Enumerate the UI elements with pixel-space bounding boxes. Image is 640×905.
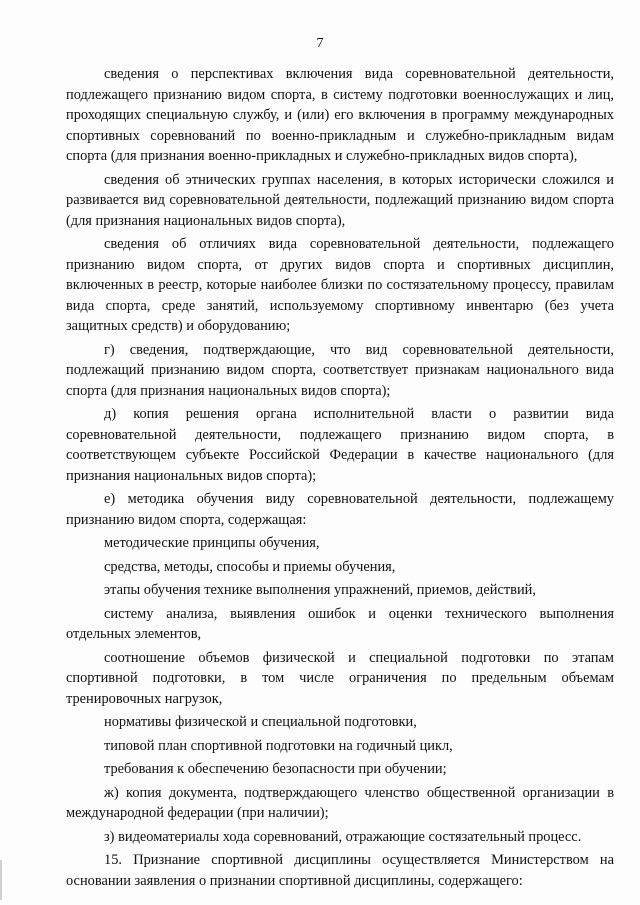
paragraph: сведения об отличиях вида соревновательной деятельности, подлежащего признанию видом спорта, от других видов спорта и спортивных дисциплин, включенных в реестр, которые наиболее близки по состязательному процессу, правилам вида спорта, среде занятий, используемому спортивному инвентарю (без учета защитных средств) и оборудованию; [66, 236, 614, 334]
list-item: требования к обеспечению безопасности при обучении; [104, 761, 447, 777]
paragraph: сведения о перспективах включения вида соревновательной деятельности, подлежащего признанию видом спорта, в систему подготовки военнослужащих и лиц, проходящих специальную службу, и (или) его включения в программу международных спортивных соревнований по военно-прикладным и служебно-прикладным видам спорта (для признания военно-прикладных и служебно-прикладных видов спорта), [66, 66, 614, 164]
list-item: методические принципы обучения, [104, 535, 320, 551]
list-item: соотношение объемов физической и специальной подготовки по этапам спортивной подготовки, в том числе ограничения по предельным объемам тренировочных нагрузок, [66, 649, 614, 707]
list-item: нормативы физической и специальной подготовки, [104, 714, 417, 730]
list-item: средства, методы, способы и приемы обучения, [104, 558, 396, 575]
list-item: этапы обучения технике выполнения упражнений, приемов, действий, [104, 582, 536, 598]
paragraph: ж) копия документа, подтверждающего членство общественной организации в международной федерации (при наличии); [66, 784, 614, 821]
paragraph: 15. Признание спортивной дисциплины осуществляется Министерством на основании заявления о признании спортивной дисциплины, содержащего: [66, 852, 614, 889]
paragraph: д) копия решения органа исполнительной власти о развитии вида соревновательной деятельности, подлежащего признанию видом спорта, в соответствующем субъекте Российской Федерации в качестве национального (для признания национальных видов спорта); [66, 406, 614, 484]
paragraph: г) сведения, подтверждающие, что вид соревновательной деятельности, подлежащий признанию видом спорта, соответствует признакам национального вида спорта (для признания национальных видов спорта); [66, 341, 614, 399]
list-item: систему анализа, выявления ошибок и оценки технического выполнения отдельных элементов, [66, 605, 614, 642]
paragraph: е) методика обучения виду соревновательной деятельности, подлежащему признанию видом спорта, содержащая: [66, 491, 614, 528]
body-text [66, 64, 614, 894]
page-number: 7 [316, 36, 324, 51]
paragraph: сведения об этнических группах населения, в которых исторически сложился и развивается вид соревновательной деятельности, подлежащий признанию видом спорта (для признания национальных видов спорта), [66, 171, 614, 229]
paragraph: з) видеоматериалы хода соревнований, отражающие состязательный процесс. [104, 828, 582, 845]
scan-edge-mark [0, 860, 2, 900]
list-item: типовой план спортивной подготовки на годичный цикл, [104, 737, 453, 754]
